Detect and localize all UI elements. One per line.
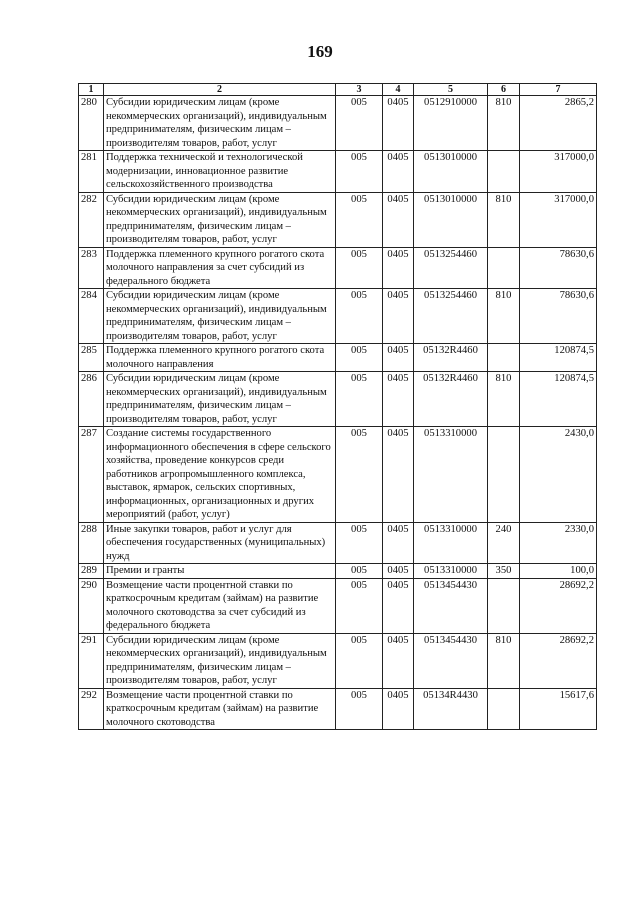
row-col-3: 005 xyxy=(336,522,383,564)
header-col-5: 5 xyxy=(414,84,488,96)
row-col-6 xyxy=(488,688,520,730)
row-col-5: 0513010000 xyxy=(414,151,488,193)
row-number: 288 xyxy=(79,522,104,564)
row-col-4: 0405 xyxy=(383,151,414,193)
row-col-6 xyxy=(488,578,520,633)
row-col-6 xyxy=(488,151,520,193)
row-col-4: 0405 xyxy=(383,564,414,579)
row-number: 290 xyxy=(79,578,104,633)
row-col-5: 0513010000 xyxy=(414,192,488,247)
row-amount: 2330,0 xyxy=(520,522,597,564)
row-name: Возмещение части процентной ставки по краткосрочным кредитам (займам) на развитие молочного скотоводства за счет субсидий из федерального бюджета xyxy=(104,578,336,633)
table-row xyxy=(79,344,597,372)
row-amount: 28692,2 xyxy=(520,633,597,688)
row-col-6 xyxy=(488,427,520,523)
row-name: Иные закупки товаров, работ и услуг для обеспечения государственных (муниципальных) нужд xyxy=(104,522,336,564)
row-col-5: 0512910000 xyxy=(414,96,488,151)
row-number: 289 xyxy=(79,564,104,579)
row-col-3: 005 xyxy=(336,247,383,289)
row-col-5: 05132R4460 xyxy=(414,372,488,427)
row-number: 285 xyxy=(79,344,104,372)
row-col-4: 0405 xyxy=(383,688,414,730)
row-col-3: 005 xyxy=(336,427,383,523)
row-name: Возмещение части процентной ставки по краткосрочным кредитам (займам) на развитие молочного скотоводства xyxy=(104,688,336,730)
row-col-3: 005 xyxy=(336,96,383,151)
row-amount: 2430,0 xyxy=(520,427,597,523)
row-col-3: 005 xyxy=(336,192,383,247)
row-col-5: 0513310000 xyxy=(414,564,488,579)
row-number: 287 xyxy=(79,427,104,523)
row-name: Субсидии юридическим лицам (кроме некоммерческих организаций), индивидуальным предпринимателям, физическим лицам – производителям товаров, работ, услуг xyxy=(104,372,336,427)
row-col-5: 0513454430 xyxy=(414,633,488,688)
header-col-6: 6 xyxy=(488,84,520,96)
row-number: 284 xyxy=(79,289,104,344)
row-col-4: 0405 xyxy=(383,289,414,344)
row-col-3: 005 xyxy=(336,289,383,344)
table-row xyxy=(79,688,597,730)
table-row xyxy=(79,564,597,579)
row-col-6 xyxy=(488,344,520,372)
table-row xyxy=(79,578,597,633)
budget-table xyxy=(78,83,597,730)
table-row xyxy=(79,151,597,193)
table-row xyxy=(79,427,597,523)
row-name: Поддержка племенного крупного рогатого скота молочного направления xyxy=(104,344,336,372)
table-row xyxy=(79,192,597,247)
row-col-3: 005 xyxy=(336,151,383,193)
row-name: Субсидии юридическим лицам (кроме некоммерческих организаций), индивидуальным предпринимателям, физическим лицам – производителям товаров, работ, услуг xyxy=(104,96,336,151)
row-col-5: 05134R4430 xyxy=(414,688,488,730)
row-amount: 78630,6 xyxy=(520,289,597,344)
row-name: Поддержка технической и технологической модернизации, инновационное развитие сельскохозяйственного производства xyxy=(104,151,336,193)
table-row xyxy=(79,96,597,151)
row-col-6: 240 xyxy=(488,522,520,564)
header-row xyxy=(79,84,597,96)
row-amount: 317000,0 xyxy=(520,151,597,193)
table-row xyxy=(79,633,597,688)
row-col-4: 0405 xyxy=(383,522,414,564)
row-number: 286 xyxy=(79,372,104,427)
row-col-3: 005 xyxy=(336,578,383,633)
row-col-3: 005 xyxy=(336,372,383,427)
row-name: Премии и гранты xyxy=(104,564,336,579)
row-col-5: 0513254460 xyxy=(414,247,488,289)
row-col-4: 0405 xyxy=(383,427,414,523)
row-name: Субсидии юридическим лицам (кроме некоммерческих организаций), индивидуальным предпринимателям, физическим лицам – производителям товаров, работ, услуг xyxy=(104,633,336,688)
table-row xyxy=(79,289,597,344)
row-col-5: 0513310000 xyxy=(414,427,488,523)
row-name: Создание системы государственного информационного обеспечения в сфере сельского хозяйства, проведение конкурсов среди работников агропромышленного комплекса, выставок, ярмарок, сельских спортивных, информационных, организационных и других мероприятий (работ, услуг) xyxy=(104,427,336,523)
table-row xyxy=(79,522,597,564)
row-col-6: 810 xyxy=(488,372,520,427)
row-col-4: 0405 xyxy=(383,96,414,151)
row-number: 292 xyxy=(79,688,104,730)
row-amount: 100,0 xyxy=(520,564,597,579)
header-col-2: 2 xyxy=(104,84,336,96)
row-col-5: 0513254460 xyxy=(414,289,488,344)
row-col-5: 0513310000 xyxy=(414,522,488,564)
table-row xyxy=(79,247,597,289)
row-col-3: 005 xyxy=(336,564,383,579)
row-col-3: 005 xyxy=(336,688,383,730)
row-col-3: 005 xyxy=(336,633,383,688)
row-col-3: 005 xyxy=(336,344,383,372)
row-col-5: 05132R4460 xyxy=(414,344,488,372)
row-amount: 120874,5 xyxy=(520,372,597,427)
row-col-4: 0405 xyxy=(383,344,414,372)
row-col-4: 0405 xyxy=(383,633,414,688)
header-col-4: 4 xyxy=(383,84,414,96)
row-col-4: 0405 xyxy=(383,578,414,633)
header-col-1: 1 xyxy=(79,84,104,96)
row-amount: 78630,6 xyxy=(520,247,597,289)
page-number: 169 xyxy=(307,42,333,61)
row-name: Субсидии юридическим лицам (кроме некоммерческих организаций), индивидуальным предпринимателям, физическим лицам – производителям товаров, работ, услуг xyxy=(104,192,336,247)
row-col-4: 0405 xyxy=(383,192,414,247)
row-col-4: 0405 xyxy=(383,372,414,427)
row-number: 283 xyxy=(79,247,104,289)
header-col-7: 7 xyxy=(520,84,597,96)
row-amount: 28692,2 xyxy=(520,578,597,633)
row-name: Субсидии юридическим лицам (кроме некоммерческих организаций), индивидуальным предпринимателям, физическим лицам – производителям товаров, работ, услуг xyxy=(104,289,336,344)
header-col-3: 3 xyxy=(336,84,383,96)
row-col-4: 0405 xyxy=(383,247,414,289)
table-row xyxy=(79,372,597,427)
row-col-6: 810 xyxy=(488,192,520,247)
row-col-6: 810 xyxy=(488,289,520,344)
row-amount: 317000,0 xyxy=(520,192,597,247)
row-number: 281 xyxy=(79,151,104,193)
row-amount: 120874,5 xyxy=(520,344,597,372)
row-number: 280 xyxy=(79,96,104,151)
row-col-5: 0513454430 xyxy=(414,578,488,633)
row-col-6: 810 xyxy=(488,633,520,688)
row-amount: 15617,6 xyxy=(520,688,597,730)
row-col-6: 350 xyxy=(488,564,520,579)
row-name: Поддержка племенного крупного рогатого скота молочного направления за счет субсидий из федерального бюджета xyxy=(104,247,336,289)
row-number: 291 xyxy=(79,633,104,688)
row-col-6 xyxy=(488,247,520,289)
row-amount: 2865,2 xyxy=(520,96,597,151)
row-col-6: 810 xyxy=(488,96,520,151)
row-number: 282 xyxy=(79,192,104,247)
